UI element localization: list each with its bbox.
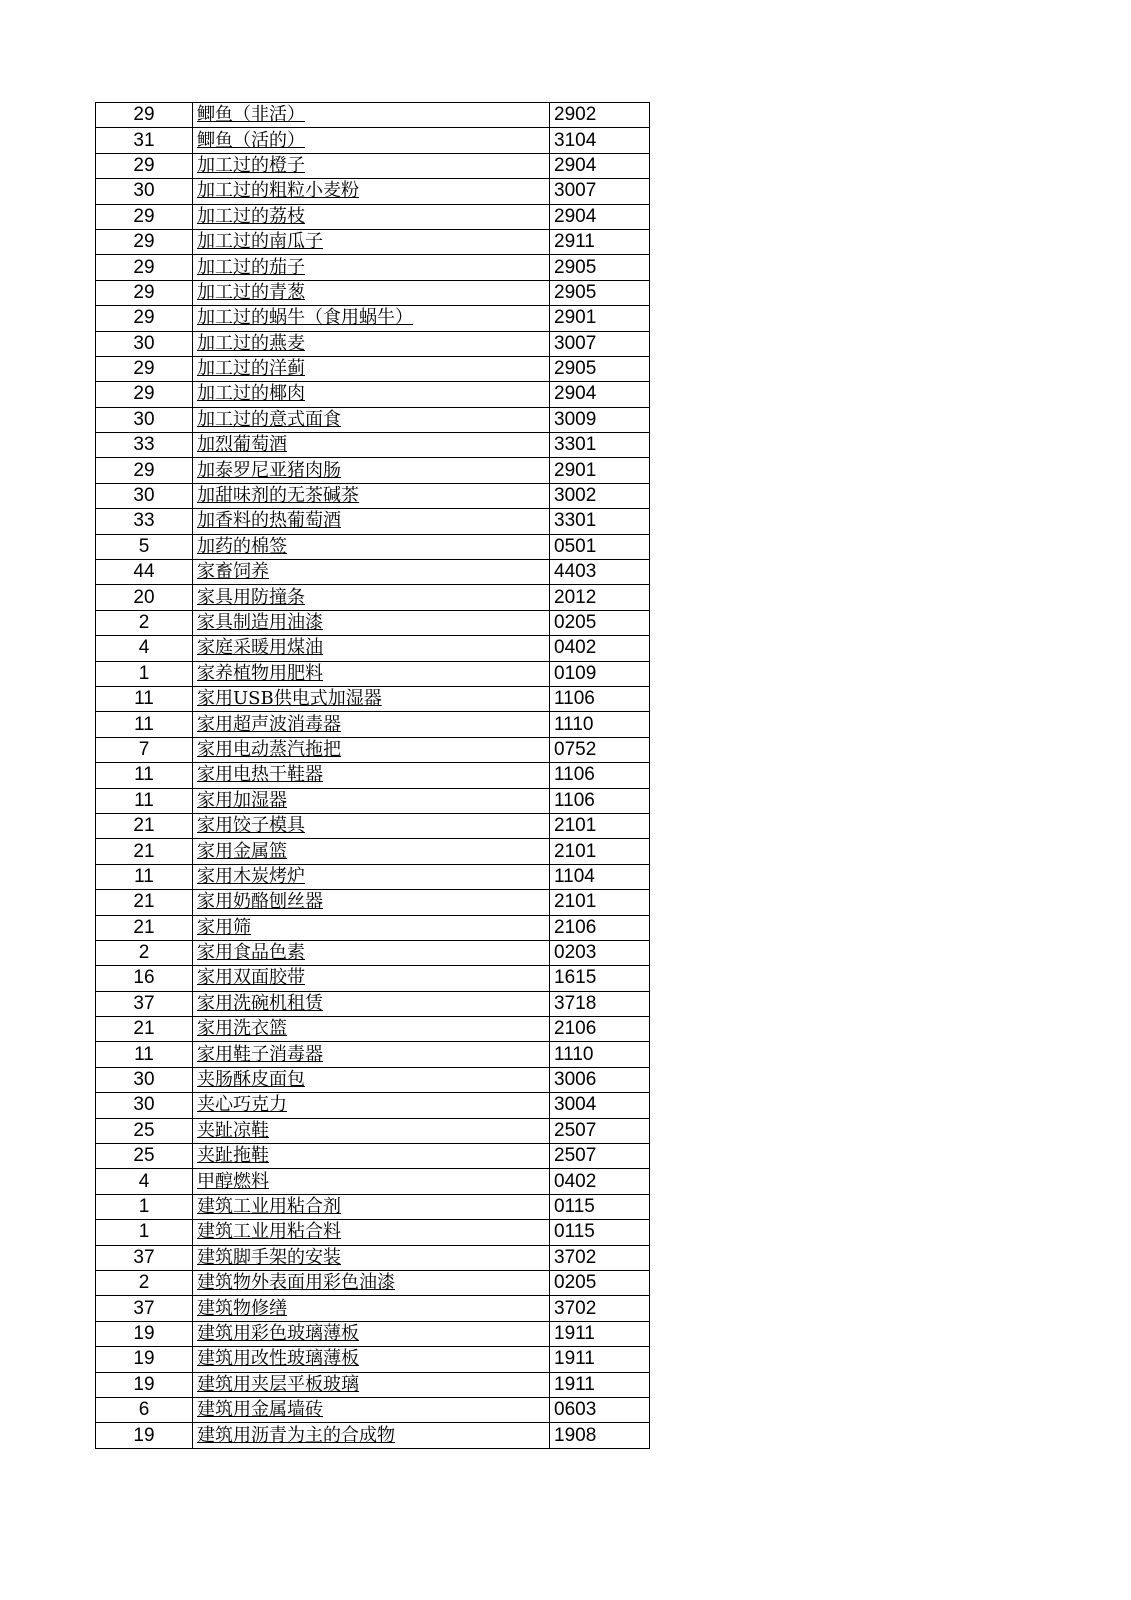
goods-name-cell: 家用USB供电式加湿器 — [193, 686, 550, 711]
table-row — [96, 737, 650, 762]
goods-name-cell: 建筑用彩色玻璃薄板 — [193, 1321, 550, 1346]
goods-name-cell: 家用食品色素 — [193, 940, 550, 965]
group-code-cell: 2901 — [550, 306, 650, 331]
table-row — [96, 128, 650, 153]
goods-name-cell: 建筑用改性玻璃薄板 — [193, 1347, 550, 1372]
goods-name-cell: 加泰罗尼亚猪肉肠 — [193, 458, 550, 483]
class-number-cell: 30 — [96, 179, 193, 204]
group-code-cell: 0402 — [550, 1169, 650, 1194]
table-row — [96, 509, 650, 534]
table-row — [96, 280, 650, 305]
class-number-cell: 33 — [96, 433, 193, 458]
table-row — [96, 255, 650, 280]
goods-name-cell: 加工过的粗粒小麦粉 — [193, 179, 550, 204]
class-number-cell: 29 — [96, 458, 193, 483]
table-row — [96, 1194, 650, 1219]
group-code-cell: 1106 — [550, 763, 650, 788]
goods-name-cell: 建筑用沥青为主的合成物 — [193, 1423, 550, 1448]
goods-name-cell: 加工过的意式面食 — [193, 407, 550, 432]
group-code-cell: 1106 — [550, 686, 650, 711]
table-row — [96, 585, 650, 610]
goods-name-cell: 加工过的青葱 — [193, 280, 550, 305]
table-row — [96, 179, 650, 204]
group-code-cell: 0205 — [550, 1270, 650, 1295]
class-number-cell: 20 — [96, 585, 193, 610]
goods-name-cell: 家用超声波消毒器 — [193, 712, 550, 737]
group-code-cell: 2507 — [550, 1118, 650, 1143]
class-number-cell: 30 — [96, 407, 193, 432]
goods-name-cell: 家用洗碗机租赁 — [193, 991, 550, 1016]
table-row — [96, 991, 650, 1016]
group-code-cell: 0603 — [550, 1397, 650, 1422]
table-row — [96, 483, 650, 508]
goods-name-cell: 建筑物外表面用彩色油漆 — [193, 1270, 550, 1295]
goods-name-cell: 加烈葡萄酒 — [193, 433, 550, 458]
table-row — [96, 1296, 650, 1321]
class-number-cell: 37 — [96, 991, 193, 1016]
table-row — [96, 1093, 650, 1118]
class-number-cell: 1 — [96, 1220, 193, 1245]
table-row — [96, 407, 650, 432]
table-row — [96, 763, 650, 788]
group-code-cell: 0501 — [550, 534, 650, 559]
class-number-cell: 37 — [96, 1245, 193, 1270]
class-number-cell: 25 — [96, 1118, 193, 1143]
table-row — [96, 661, 650, 686]
class-number-cell: 19 — [96, 1423, 193, 1448]
group-code-cell: 3007 — [550, 331, 650, 356]
table-row — [96, 686, 650, 711]
group-code-cell: 2902 — [550, 103, 650, 128]
goods-name-cell: 家具制造用油漆 — [193, 610, 550, 635]
table-row — [96, 534, 650, 559]
group-code-cell: 2101 — [550, 813, 650, 838]
table-row — [96, 153, 650, 178]
class-number-cell: 25 — [96, 1144, 193, 1169]
class-number-cell: 7 — [96, 737, 193, 762]
goods-name-cell: 家用木炭烤炉 — [193, 864, 550, 889]
goods-name-cell: 家具用防撞条 — [193, 585, 550, 610]
class-number-cell: 29 — [96, 255, 193, 280]
goods-name-cell: 加工过的椰肉 — [193, 382, 550, 407]
class-number-cell: 30 — [96, 331, 193, 356]
class-number-cell: 29 — [96, 280, 193, 305]
goods-name-cell: 建筑工业用粘合剂 — [193, 1194, 550, 1219]
table-row — [96, 1017, 650, 1042]
class-number-cell: 29 — [96, 153, 193, 178]
group-code-cell: 2901 — [550, 458, 650, 483]
goods-name-cell: 家用加湿器 — [193, 788, 550, 813]
goods-name-cell: 鲫鱼（非活） — [193, 103, 550, 128]
table-row — [96, 890, 650, 915]
goods-name-cell: 建筑用金属墙砖 — [193, 1397, 550, 1422]
class-number-cell: 1 — [96, 661, 193, 686]
goods-name-cell: 加工过的茄子 — [193, 255, 550, 280]
group-code-cell: 3006 — [550, 1067, 650, 1092]
class-number-cell: 44 — [96, 560, 193, 585]
goods-name-cell: 夹趾凉鞋 — [193, 1118, 550, 1143]
class-number-cell: 21 — [96, 839, 193, 864]
group-code-cell: 0205 — [550, 610, 650, 635]
class-number-cell: 19 — [96, 1321, 193, 1346]
goods-name-cell: 加药的棉签 — [193, 534, 550, 559]
class-number-cell: 29 — [96, 382, 193, 407]
group-code-cell: 2905 — [550, 356, 650, 381]
group-code-cell: 3104 — [550, 128, 650, 153]
class-number-cell: 2 — [96, 940, 193, 965]
table-row — [96, 433, 650, 458]
class-number-cell: 11 — [96, 1042, 193, 1067]
group-code-cell: 3301 — [550, 509, 650, 534]
group-code-cell: 1106 — [550, 788, 650, 813]
class-number-cell: 21 — [96, 915, 193, 940]
group-code-cell: 3004 — [550, 1093, 650, 1118]
class-number-cell: 21 — [96, 813, 193, 838]
goods-name-cell: 家用金属篮 — [193, 839, 550, 864]
class-number-cell: 16 — [96, 966, 193, 991]
table-row — [96, 356, 650, 381]
class-number-cell: 29 — [96, 204, 193, 229]
group-code-cell: 1615 — [550, 966, 650, 991]
table-row — [96, 915, 650, 940]
table-row — [96, 636, 650, 661]
goods-name-cell: 加工过的橙子 — [193, 153, 550, 178]
goods-name-cell: 家用电热干鞋器 — [193, 763, 550, 788]
table-row — [96, 229, 650, 254]
goods-name-cell: 建筑物修缮 — [193, 1296, 550, 1321]
class-number-cell: 19 — [96, 1372, 193, 1397]
class-number-cell: 4 — [96, 1169, 193, 1194]
class-number-cell: 31 — [96, 128, 193, 153]
table-row — [96, 712, 650, 737]
goods-name-cell: 加工过的荔枝 — [193, 204, 550, 229]
class-number-cell: 1 — [96, 1194, 193, 1219]
table-row — [96, 1347, 650, 1372]
table-row — [96, 331, 650, 356]
table-row — [96, 1169, 650, 1194]
group-code-cell: 0402 — [550, 636, 650, 661]
class-number-cell: 11 — [96, 686, 193, 711]
table-row — [96, 1397, 650, 1422]
goods-name-cell: 家用奶酪刨丝器 — [193, 890, 550, 915]
group-code-cell: 3002 — [550, 483, 650, 508]
group-code-cell: 4403 — [550, 560, 650, 585]
goods-name-cell: 建筑脚手架的安装 — [193, 1245, 550, 1270]
class-number-cell: 33 — [96, 509, 193, 534]
class-number-cell: 30 — [96, 483, 193, 508]
group-code-cell: 2507 — [550, 1144, 650, 1169]
class-number-cell: 21 — [96, 1017, 193, 1042]
group-code-cell: 2904 — [550, 382, 650, 407]
goods-classification-table — [95, 102, 650, 1449]
goods-name-cell: 家用双面胶带 — [193, 966, 550, 991]
goods-name-cell: 夹心巧克力 — [193, 1093, 550, 1118]
table-row — [96, 1270, 650, 1295]
group-code-cell: 3718 — [550, 991, 650, 1016]
table-row — [96, 204, 650, 229]
table-row — [96, 458, 650, 483]
table-row — [96, 839, 650, 864]
group-code-cell: 2012 — [550, 585, 650, 610]
group-code-cell: 2904 — [550, 204, 650, 229]
class-number-cell: 5 — [96, 534, 193, 559]
goods-name-cell: 家用洗衣篮 — [193, 1017, 550, 1042]
group-code-cell: 2904 — [550, 153, 650, 178]
table-row — [96, 1144, 650, 1169]
table-row — [96, 1321, 650, 1346]
goods-name-cell: 家畜饲养 — [193, 560, 550, 585]
group-code-cell: 3007 — [550, 179, 650, 204]
group-code-cell: 0115 — [550, 1220, 650, 1245]
table-row — [96, 813, 650, 838]
goods-name-cell: 鲫鱼（活的） — [193, 128, 550, 153]
class-number-cell: 6 — [96, 1397, 193, 1422]
class-number-cell: 21 — [96, 890, 193, 915]
class-number-cell: 30 — [96, 1093, 193, 1118]
group-code-cell: 2106 — [550, 1017, 650, 1042]
group-code-cell: 0109 — [550, 661, 650, 686]
class-number-cell: 11 — [96, 788, 193, 813]
table-row — [96, 103, 650, 128]
table-body — [96, 103, 650, 1449]
goods-name-cell: 家用饺子模具 — [193, 813, 550, 838]
class-number-cell: 11 — [96, 763, 193, 788]
table-row — [96, 560, 650, 585]
goods-name-cell: 加工过的蜗牛（食用蜗牛） — [193, 306, 550, 331]
table-row — [96, 382, 650, 407]
goods-name-cell: 夹趾拖鞋 — [193, 1144, 550, 1169]
group-code-cell: 2905 — [550, 255, 650, 280]
group-code-cell: 2106 — [550, 915, 650, 940]
goods-name-cell: 家用电动蒸汽拖把 — [193, 737, 550, 762]
group-code-cell: 3301 — [550, 433, 650, 458]
group-code-cell: 3009 — [550, 407, 650, 432]
group-code-cell: 1110 — [550, 712, 650, 737]
class-number-cell: 29 — [96, 356, 193, 381]
goods-name-cell: 加工过的燕麦 — [193, 331, 550, 356]
group-code-cell: 0203 — [550, 940, 650, 965]
table-row — [96, 1372, 650, 1397]
group-code-cell: 2911 — [550, 229, 650, 254]
goods-name-cell: 建筑工业用粘合料 — [193, 1220, 550, 1245]
table-row — [96, 1245, 650, 1270]
group-code-cell: 2905 — [550, 280, 650, 305]
table-row — [96, 1118, 650, 1143]
goods-name-cell: 加香料的热葡萄酒 — [193, 509, 550, 534]
table-row — [96, 306, 650, 331]
group-code-cell: 3702 — [550, 1245, 650, 1270]
group-code-cell: 1110 — [550, 1042, 650, 1067]
table-row — [96, 1423, 650, 1448]
group-code-cell: 0752 — [550, 737, 650, 762]
table-row — [96, 1220, 650, 1245]
class-number-cell: 29 — [96, 103, 193, 128]
goods-name-cell: 加工过的洋蓟 — [193, 356, 550, 381]
class-number-cell: 11 — [96, 864, 193, 889]
table-row — [96, 1067, 650, 1092]
class-number-cell: 11 — [96, 712, 193, 737]
goods-name-cell: 夹肠酥皮面包 — [193, 1067, 550, 1092]
goods-name-cell: 加工过的南瓜子 — [193, 229, 550, 254]
class-number-cell: 37 — [96, 1296, 193, 1321]
group-code-cell: 1911 — [550, 1372, 650, 1397]
goods-name-cell: 加甜味剂的无茶碱茶 — [193, 483, 550, 508]
class-number-cell: 2 — [96, 610, 193, 635]
class-number-cell: 2 — [96, 1270, 193, 1295]
class-number-cell: 29 — [96, 306, 193, 331]
class-number-cell: 29 — [96, 229, 193, 254]
goods-name-cell: 家用鞋子消毒器 — [193, 1042, 550, 1067]
table-row — [96, 940, 650, 965]
goods-name-cell: 家养植物用肥料 — [193, 661, 550, 686]
goods-name-cell: 建筑用夹层平板玻璃 — [193, 1372, 550, 1397]
table-row — [96, 1042, 650, 1067]
group-code-cell: 1911 — [550, 1321, 650, 1346]
goods-name-cell: 甲醇燃料 — [193, 1169, 550, 1194]
class-number-cell: 30 — [96, 1067, 193, 1092]
table-row — [96, 788, 650, 813]
table-row — [96, 966, 650, 991]
table-row — [96, 610, 650, 635]
group-code-cell: 1908 — [550, 1423, 650, 1448]
group-code-cell: 1104 — [550, 864, 650, 889]
group-code-cell: 2101 — [550, 839, 650, 864]
goods-name-cell: 家用筛 — [193, 915, 550, 940]
group-code-cell: 0115 — [550, 1194, 650, 1219]
class-number-cell: 19 — [96, 1347, 193, 1372]
group-code-cell: 3702 — [550, 1296, 650, 1321]
group-code-cell: 1911 — [550, 1347, 650, 1372]
group-code-cell: 2101 — [550, 890, 650, 915]
table-row — [96, 864, 650, 889]
goods-name-cell: 家庭采暖用煤油 — [193, 636, 550, 661]
class-number-cell: 4 — [96, 636, 193, 661]
